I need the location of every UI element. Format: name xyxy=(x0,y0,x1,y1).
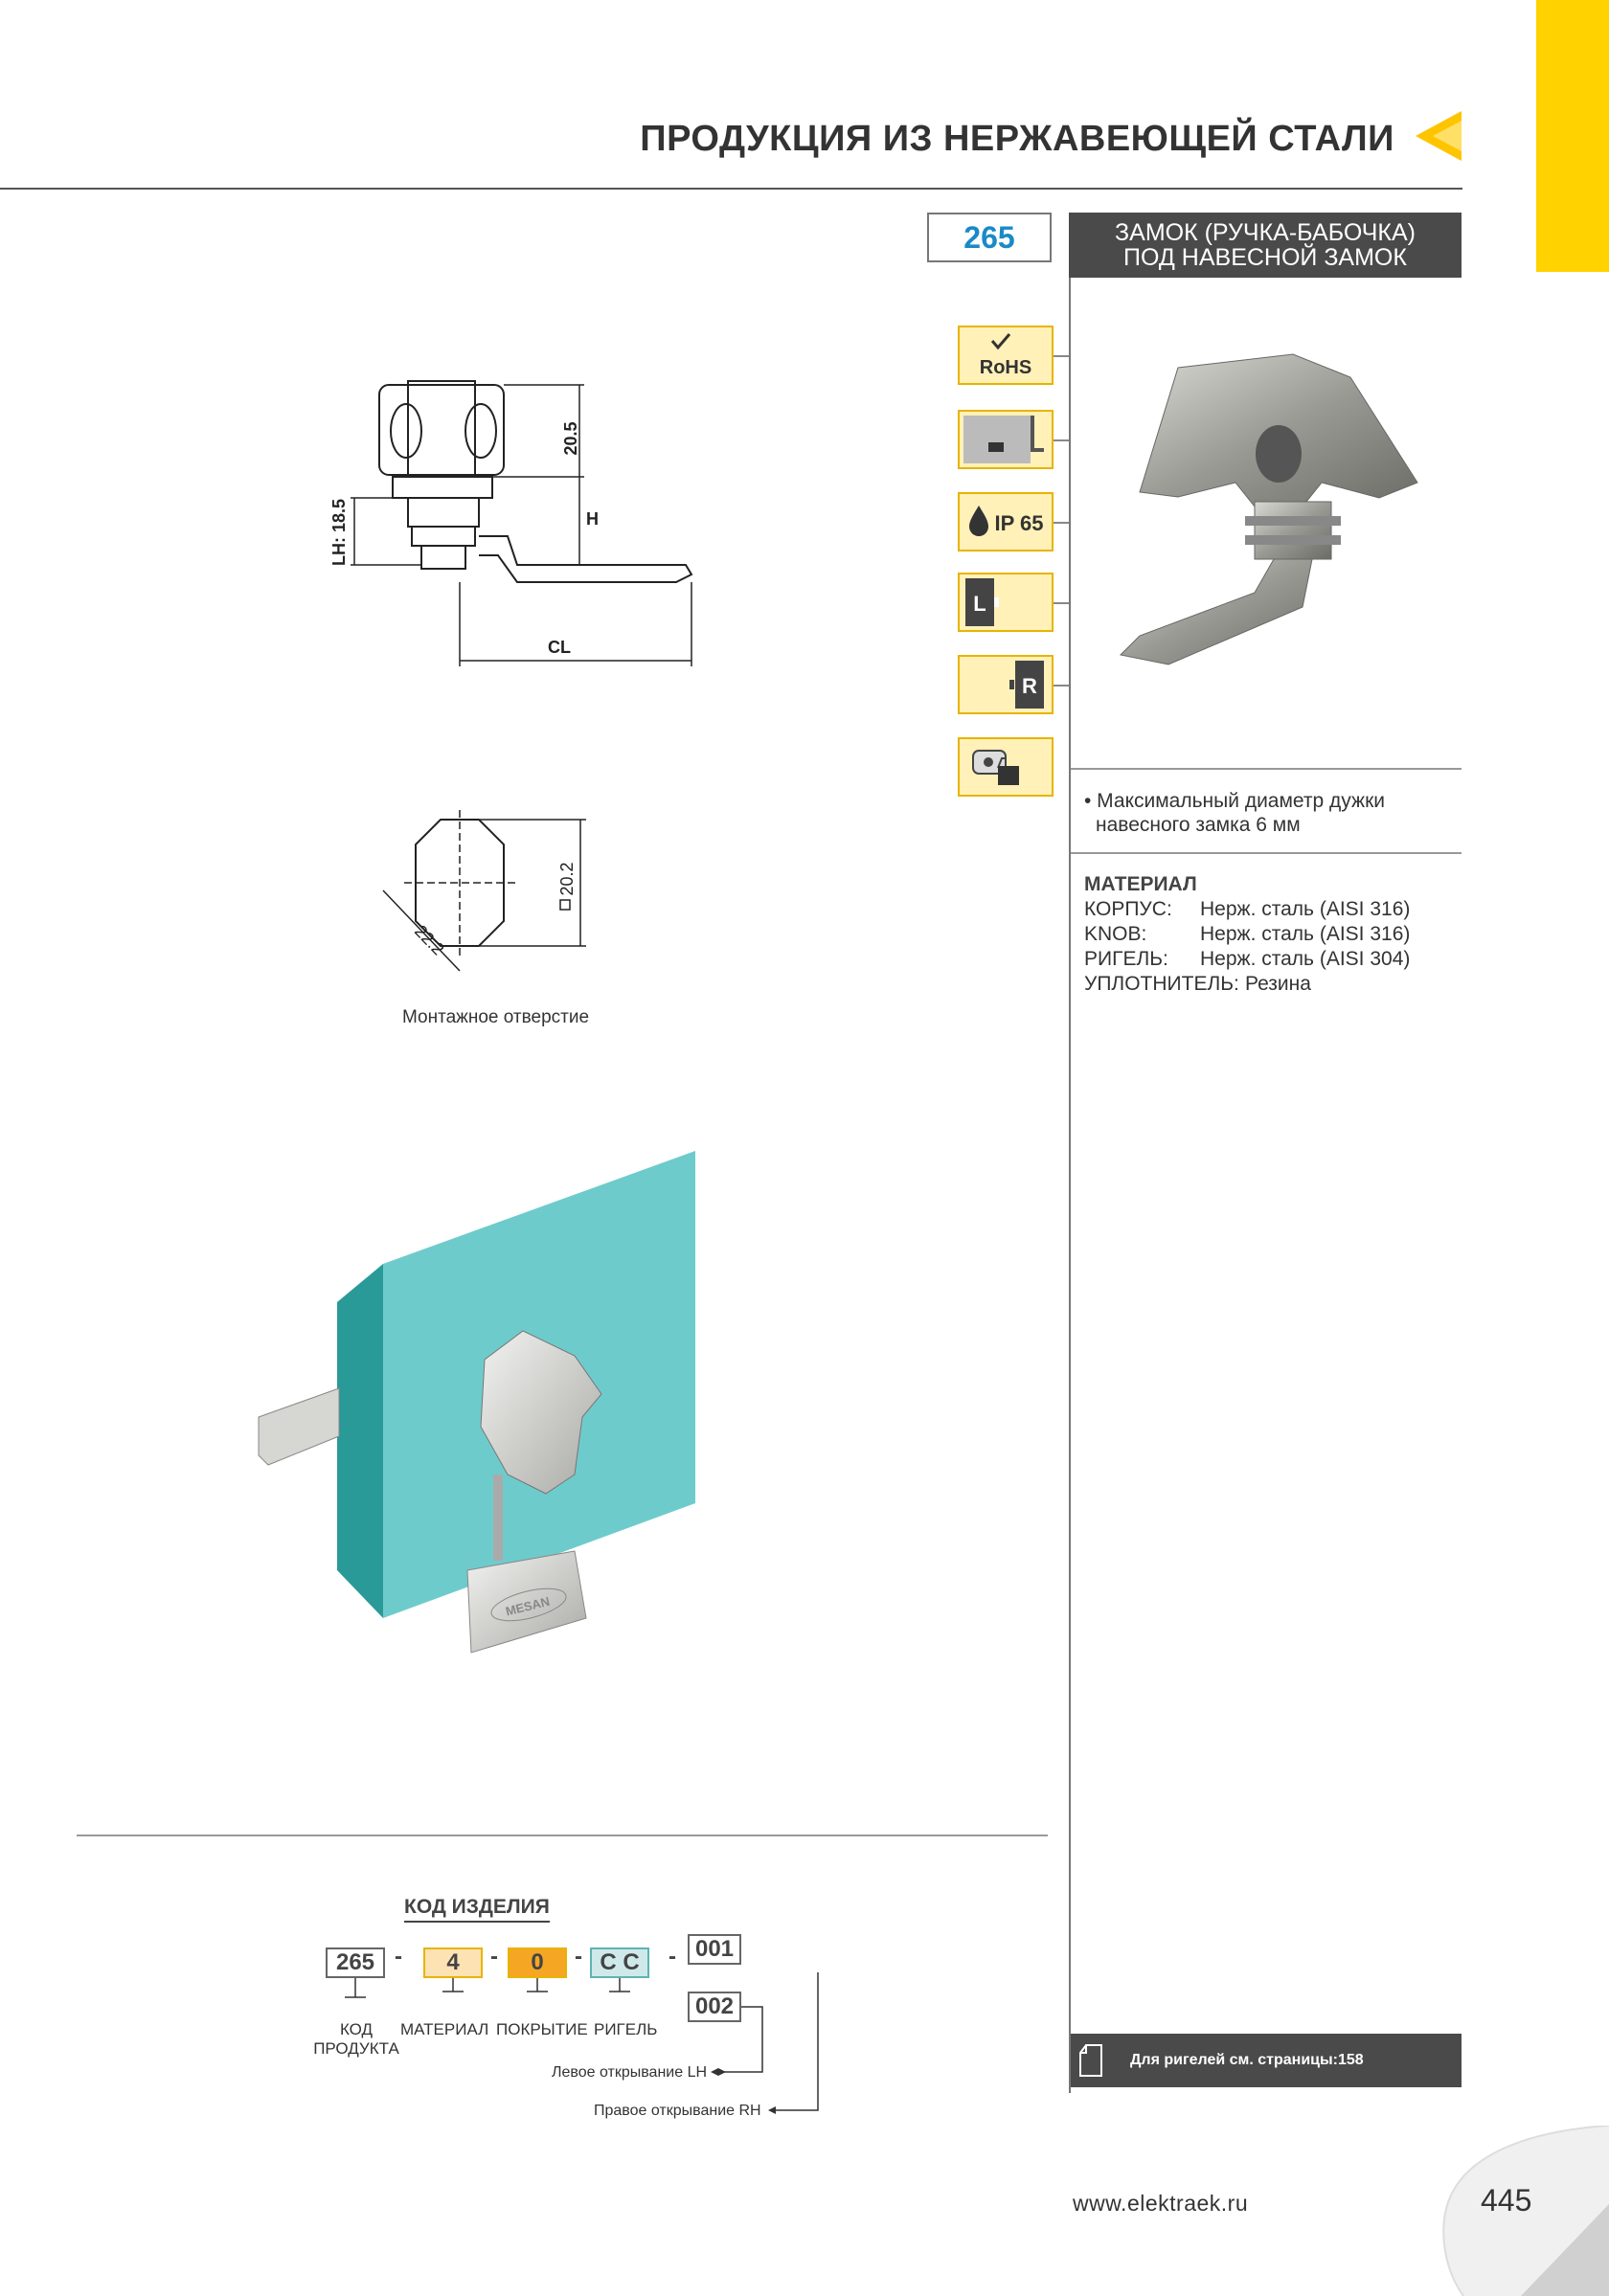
dim-20-2: 20.2 xyxy=(557,862,577,896)
ip65-label: IP 65 xyxy=(994,511,1044,535)
material-value: Нерж. сталь (AISI 316) xyxy=(1200,923,1411,945)
material-heading: МАТЕРИАЛ xyxy=(1084,873,1197,895)
page-title: ПРОДУКЦИЯ ИЗ НЕРЖАВЕЮЩЕЙ СТАЛИ xyxy=(640,119,1394,159)
product-name-line1: ЗАМОК (РУЧКА-БАБОЧКА) xyxy=(1115,219,1416,246)
note-line1: • Максимальный диаметр дужки xyxy=(1084,790,1385,812)
material-row xyxy=(1084,923,1410,946)
mounting-hole-drawing xyxy=(364,804,603,986)
left-hand-icon xyxy=(958,573,1054,632)
product-name-line2: ПОД НАВЕСНОЙ ЗАМОК xyxy=(1123,244,1407,271)
mounting-hole-label: Монтажное отверстие xyxy=(402,1007,590,1027)
icon-connector xyxy=(1054,439,1069,441)
right-column-divider xyxy=(1069,278,1071,2093)
material-key: KNOB: xyxy=(1084,923,1147,945)
material-row xyxy=(1084,948,1410,971)
dim-20-5: 20.5 xyxy=(561,421,580,456)
code-coating-box: 0 xyxy=(508,1947,567,1978)
page-number: 445 xyxy=(1481,2183,1532,2217)
bolt-reference-text: Для ригелей см. страницы:158 xyxy=(1130,2052,1364,2068)
label-code-line2: ПРОДУКТА xyxy=(313,2039,399,2058)
right-label: R xyxy=(1022,674,1037,698)
right-opening-label: Правое открывание RH xyxy=(594,2103,761,2119)
technical-drawing-side xyxy=(316,364,718,680)
material-value: Нерж. сталь (AISI 316) xyxy=(1200,898,1411,920)
section-rule xyxy=(1071,768,1462,770)
material-row xyxy=(1084,973,1311,996)
code-bolt-box: C C xyxy=(590,1947,649,1978)
code-material-box: 4 xyxy=(423,1947,483,1978)
padlock-icon xyxy=(958,737,1054,797)
right-hand-icon xyxy=(958,655,1054,714)
code-dash: - xyxy=(490,1944,498,1970)
bottom-rule xyxy=(77,1835,1048,1836)
code-dash: - xyxy=(395,1944,402,1970)
title-rule xyxy=(0,188,1462,190)
icon-connector xyxy=(1054,522,1069,524)
icon-connector xyxy=(1054,355,1069,357)
left-label: L xyxy=(973,592,986,616)
rohs-icon xyxy=(958,326,1054,385)
website-url: www.elektraek.ru xyxy=(1073,2191,1249,2216)
dim-lh: LH: 18.5 xyxy=(329,498,349,567)
product-code-box: 265 xyxy=(927,213,1052,262)
label-bolt: РИГЕЛЬ xyxy=(594,2020,658,2038)
material-row xyxy=(1084,898,1410,921)
material-key: РИГЕЛЬ: xyxy=(1084,948,1168,970)
code-option-001: 001 xyxy=(688,1934,741,1965)
label-code xyxy=(308,2020,404,2059)
label-material: МАТЕРИАЛ xyxy=(400,2020,489,2038)
material-key: УПЛОТНИТЕЛЬ: xyxy=(1084,973,1239,995)
document-icon xyxy=(1078,2043,1103,2078)
padlock-note xyxy=(1084,789,1458,837)
bolt-reference-bar xyxy=(1071,2034,1462,2087)
padlock-brand: MESAN xyxy=(504,1593,552,1619)
title-arrow-icon xyxy=(1416,109,1463,163)
label-coating: ПОКРЫТИЕ xyxy=(496,2020,588,2038)
code-section-title: КОД ИЗДЕЛИЯ xyxy=(404,1896,550,1923)
material-value: Нерж. сталь (AISI 304) xyxy=(1200,948,1411,970)
panel-mount-icon xyxy=(958,410,1054,469)
dim-h: H xyxy=(586,509,599,529)
icon-connector xyxy=(1054,602,1069,604)
material-value: Резина xyxy=(1245,973,1311,995)
section-rule xyxy=(1071,852,1462,854)
rohs-label: RoHS xyxy=(979,357,1032,378)
code-dash: - xyxy=(669,1944,676,1970)
product-photo xyxy=(1101,329,1427,693)
installation-illustration xyxy=(230,1139,709,1733)
left-opening-label: Левое открывание LH xyxy=(552,2064,708,2081)
ip65-icon xyxy=(958,492,1054,551)
icon-connector xyxy=(1054,685,1069,687)
note-line2: навесного замка 6 мм xyxy=(1096,814,1301,836)
code-product-box: 265 xyxy=(326,1947,385,1978)
dim-cl: CL xyxy=(548,638,571,657)
code-option-002: 002 xyxy=(688,1992,741,2022)
product-name-header xyxy=(1069,213,1462,278)
code-dash: - xyxy=(575,1944,582,1970)
side-accent-tab xyxy=(1536,0,1609,272)
material-key: КОРПУС: xyxy=(1084,898,1172,920)
label-code-line1: КОД xyxy=(339,2020,374,2038)
dim-22-2: 22.2 xyxy=(410,921,448,959)
